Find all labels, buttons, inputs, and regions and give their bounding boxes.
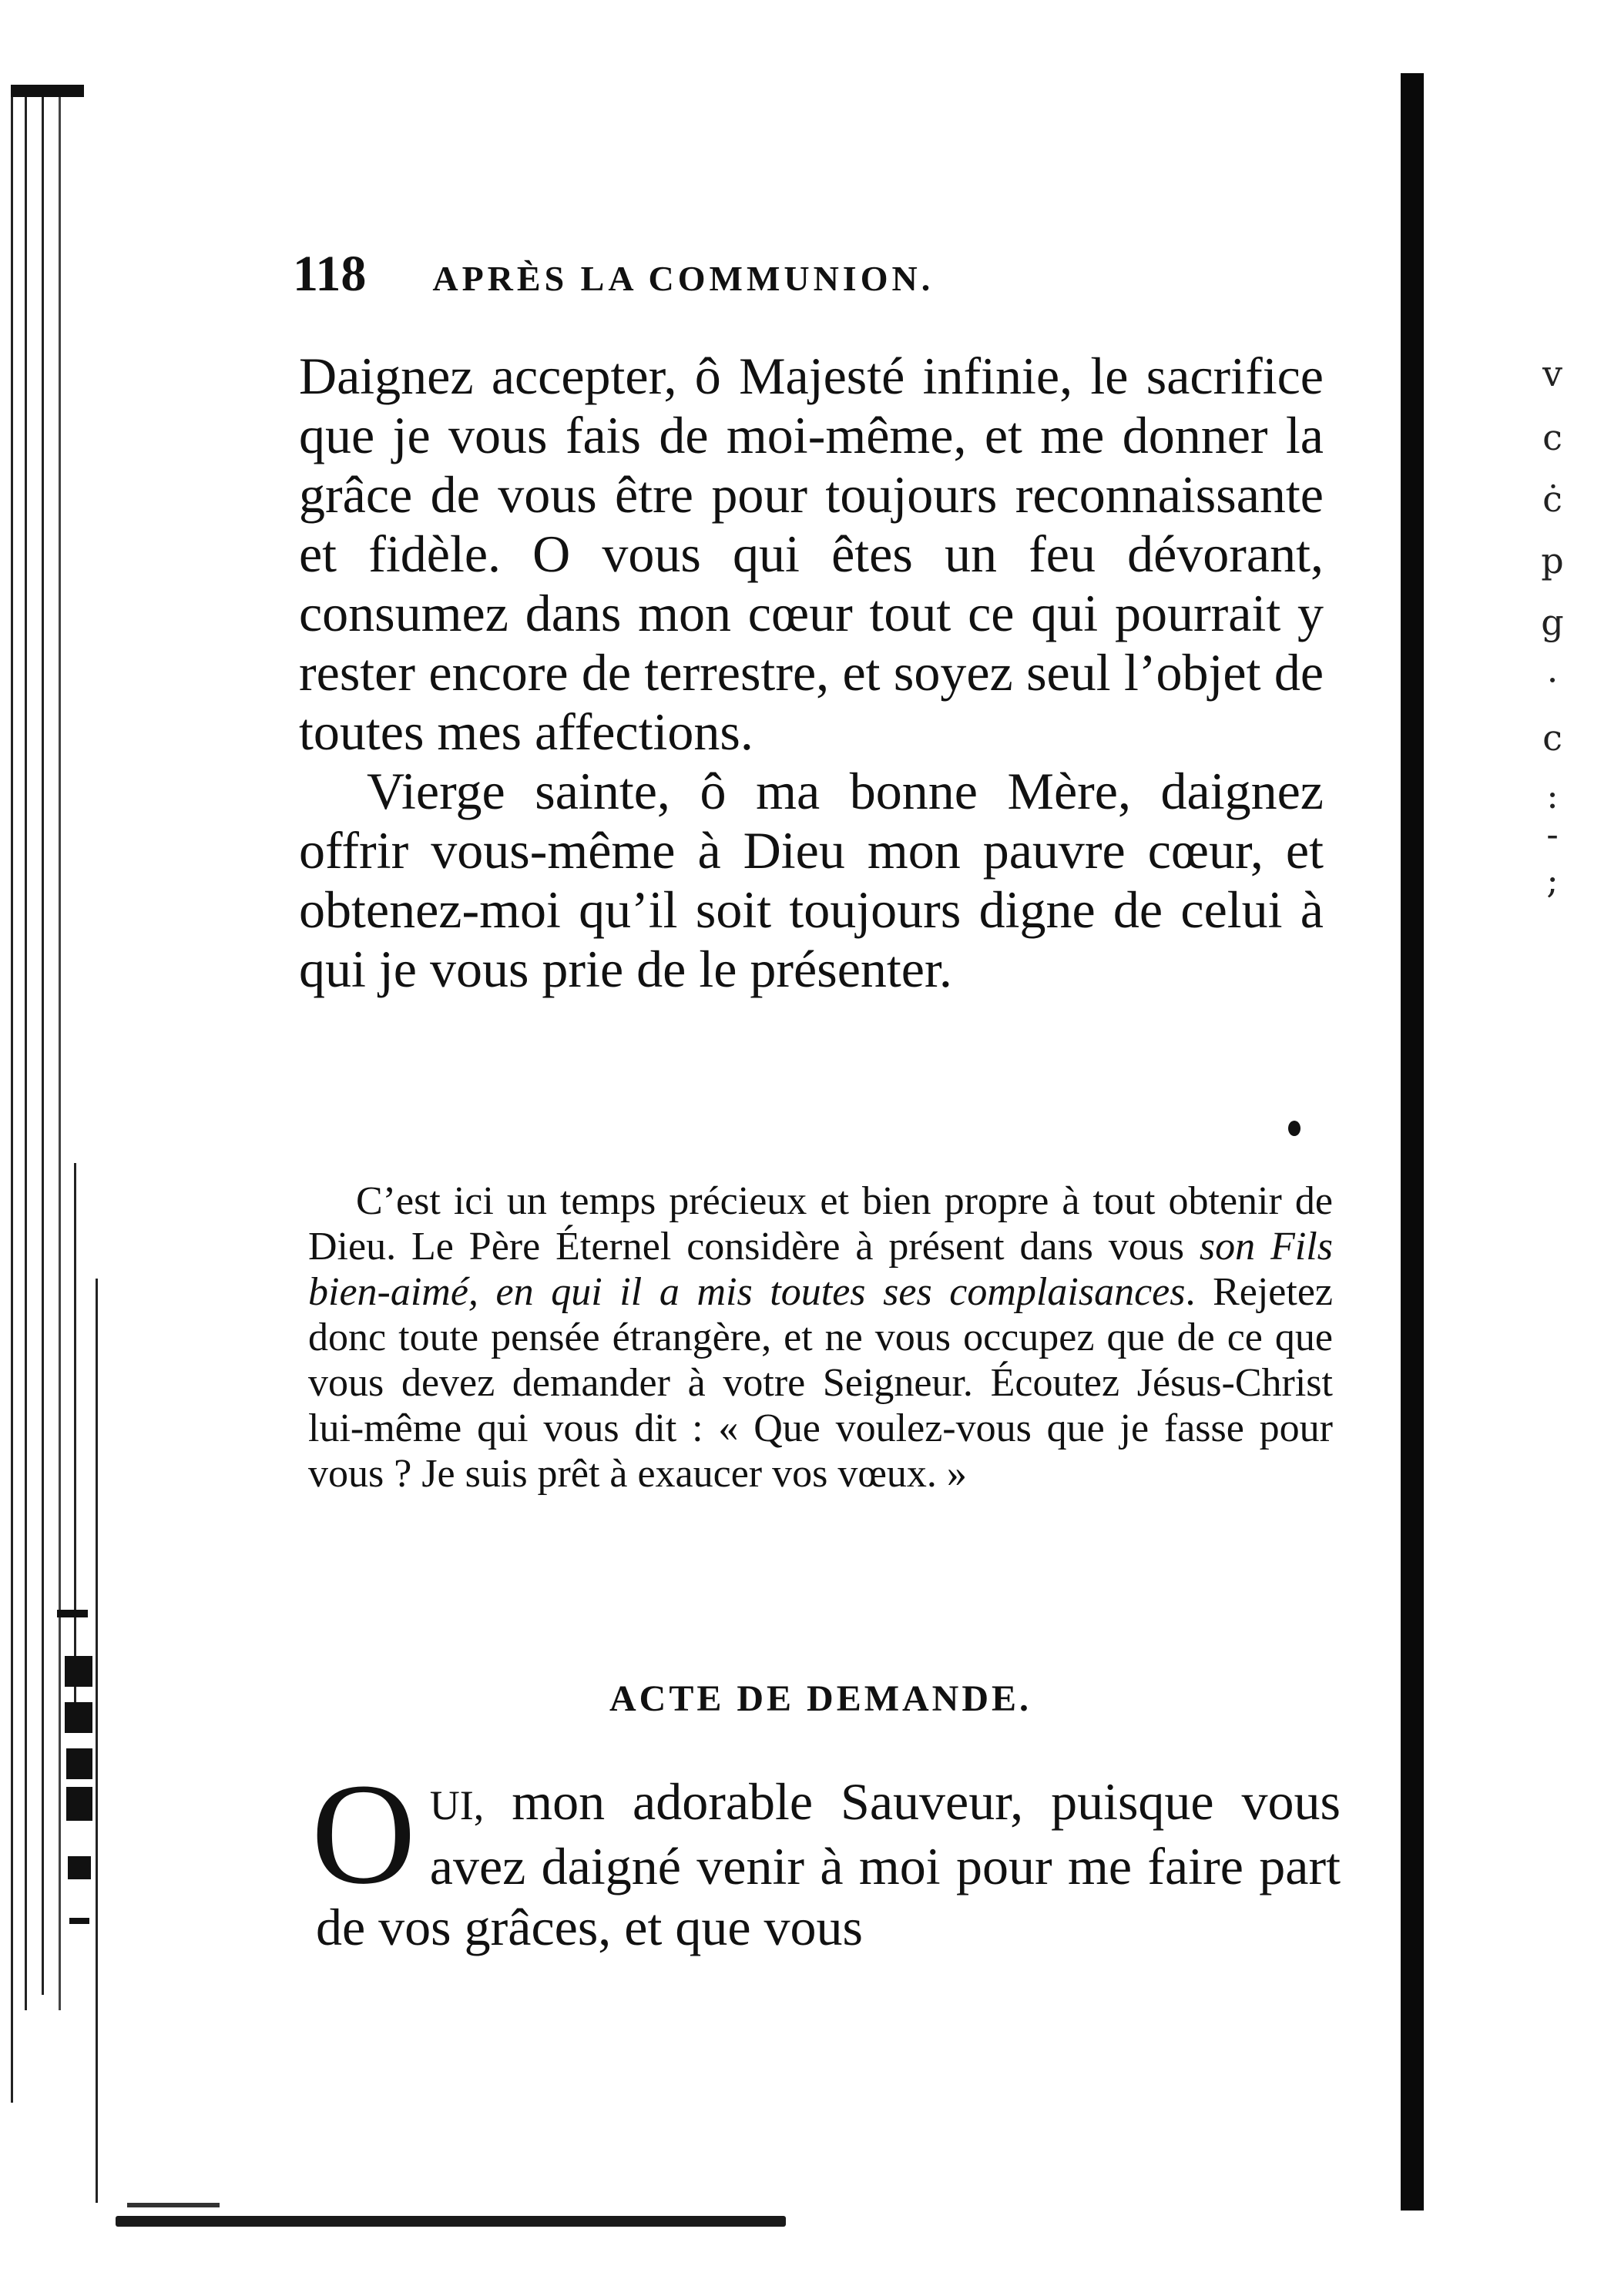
gutter-mark (68, 1856, 91, 1879)
ink-speck (1288, 1121, 1300, 1136)
gutter-mark (66, 1748, 92, 1779)
gutter-line (42, 85, 44, 1995)
bleed-glyph: g (1541, 602, 1564, 643)
rubric-note (308, 1178, 1333, 1497)
first-word: UI, (429, 1782, 485, 1828)
paragraph-text: mon adorable Sauveur, puisque vous avez daigné venir à moi pour me faire part de vos grâces, et que vous (316, 1772, 1341, 1956)
page-edge-bar (1401, 73, 1424, 2211)
gutter-mark (69, 1918, 89, 1924)
main-text (299, 347, 1324, 999)
paragraph: Daignez accepter, ô Majesté infinie, le sacrifice que je vous fais de moi-même, et me donner la grâce de vous être pour toujours reconnaissante et fidèle. O vous qui êtes un feu dévorant, consumez dans mon cœur tout ce qui pourrait y rester encore de terrestre, et soyez seul l’objet de toutes mes affections. (299, 347, 1324, 761)
bleed-glyph: c (1542, 717, 1562, 759)
bleed-glyph: · (1546, 659, 1559, 701)
bleed-glyph: ċ (1542, 478, 1562, 520)
gutter-mark (66, 1787, 92, 1821)
binding-gutter-left (11, 85, 126, 2103)
bleed-glyph: p (1541, 540, 1564, 582)
scan-artifact (116, 2216, 786, 2227)
scan-artifact (127, 2203, 220, 2207)
note-italic: son Fils bien-aimé, en qui il a mis toutes ses complaisances (308, 1225, 1333, 1314)
section-heading: ACTE DE DEMANDE. (609, 1678, 1032, 1719)
gutter-line (25, 85, 27, 2010)
section-paragraph (311, 1753, 1341, 1958)
bleed-glyph: ; (1546, 860, 1559, 901)
running-title: APRÈS LA COMMUNION. (432, 259, 935, 298)
gutter-mark (65, 1702, 92, 1733)
gutter-line (11, 85, 13, 2103)
gutter-line (96, 1279, 98, 2203)
bleed-glyph: - (1546, 813, 1559, 855)
page-number: 118 (293, 246, 367, 302)
gutter-line (74, 1163, 76, 1702)
drop-cap: O (311, 1753, 416, 1914)
note-text: C’est ici un temps précieux et bien propre à tout obtenir de Dieu. Le Père Éternel considère à présent dans vous (308, 1179, 1333, 1269)
bleed-glyph: : (1546, 775, 1559, 816)
running-head (293, 245, 1371, 302)
gutter-mark (65, 1656, 92, 1687)
bleed-glyph: c (1542, 417, 1562, 458)
gutter-mark (11, 85, 84, 97)
gutter-mark (57, 1610, 88, 1617)
paragraph: Vierge sainte, ô ma bonne Mère, daignez offrir vous-même à Dieu mon pauvre cœur, et obtenez-moi qu’il soit toujours digne de celui à qui je vous prie de le présenter. (299, 762, 1324, 998)
bleed-glyph: v (1542, 353, 1562, 394)
note-text: . Rejetez donc toute pensée étrangère, et ne vous occupez que de ce que vous devez demander à votre Seigneur. Écoutez Jésus-Christ lui-même qui vous dit : « Que voulez-vous que je fasse pour vous ? Je suis prêt à exaucer vos vœux. » (308, 1270, 1333, 1496)
gutter-line (59, 85, 61, 2010)
